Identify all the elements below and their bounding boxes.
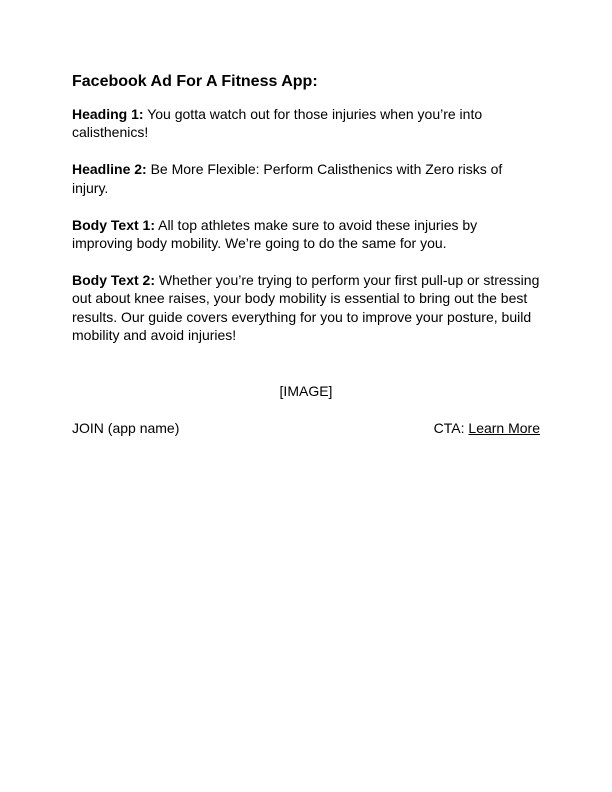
document-content	[72, 72, 540, 437]
cta-group	[434, 419, 540, 437]
heading-1-paragraph	[72, 105, 540, 142]
footer-row	[72, 419, 540, 437]
body-text-1-text: All top athletes make sure to avoid these injuries by improving body mobility. We’re going to do the same for you.	[72, 216, 478, 252]
heading-1-text: You gotta watch out for those injuries when you’re into calisthenics!	[72, 106, 483, 141]
body-text-1-label: Body Text 1:	[72, 216, 155, 233]
cta-prefix: CTA:	[433, 419, 465, 436]
image-placeholder: [IMAGE]	[279, 382, 333, 399]
document-title: Facebook Ad For A Fitness App:	[72, 73, 318, 90]
learn-more-link[interactable]: Learn More	[468, 419, 540, 436]
body-text-2-paragraph	[72, 271, 540, 345]
body-text-2-label: Body Text 2:	[72, 271, 155, 288]
heading-1-label: Heading 1:	[72, 106, 144, 122]
join-text: JOIN (app name)	[72, 419, 180, 436]
body-text-1-paragraph	[72, 216, 540, 253]
headline-2-text: Be More Flexible: Perform Calisthenics with Zero risks of injury.	[72, 161, 503, 196]
headline-2-paragraph	[72, 160, 540, 197]
body-text-2-text: Whether you’re trying to perform your first pull-up or stressing out about knee raises, your body mobility is essential to bring out the best results. Our guide covers everything for you to improve your posture, build mobility and avoid injuries!	[72, 271, 540, 344]
headline-2-label: Headline 2:	[72, 161, 147, 178]
